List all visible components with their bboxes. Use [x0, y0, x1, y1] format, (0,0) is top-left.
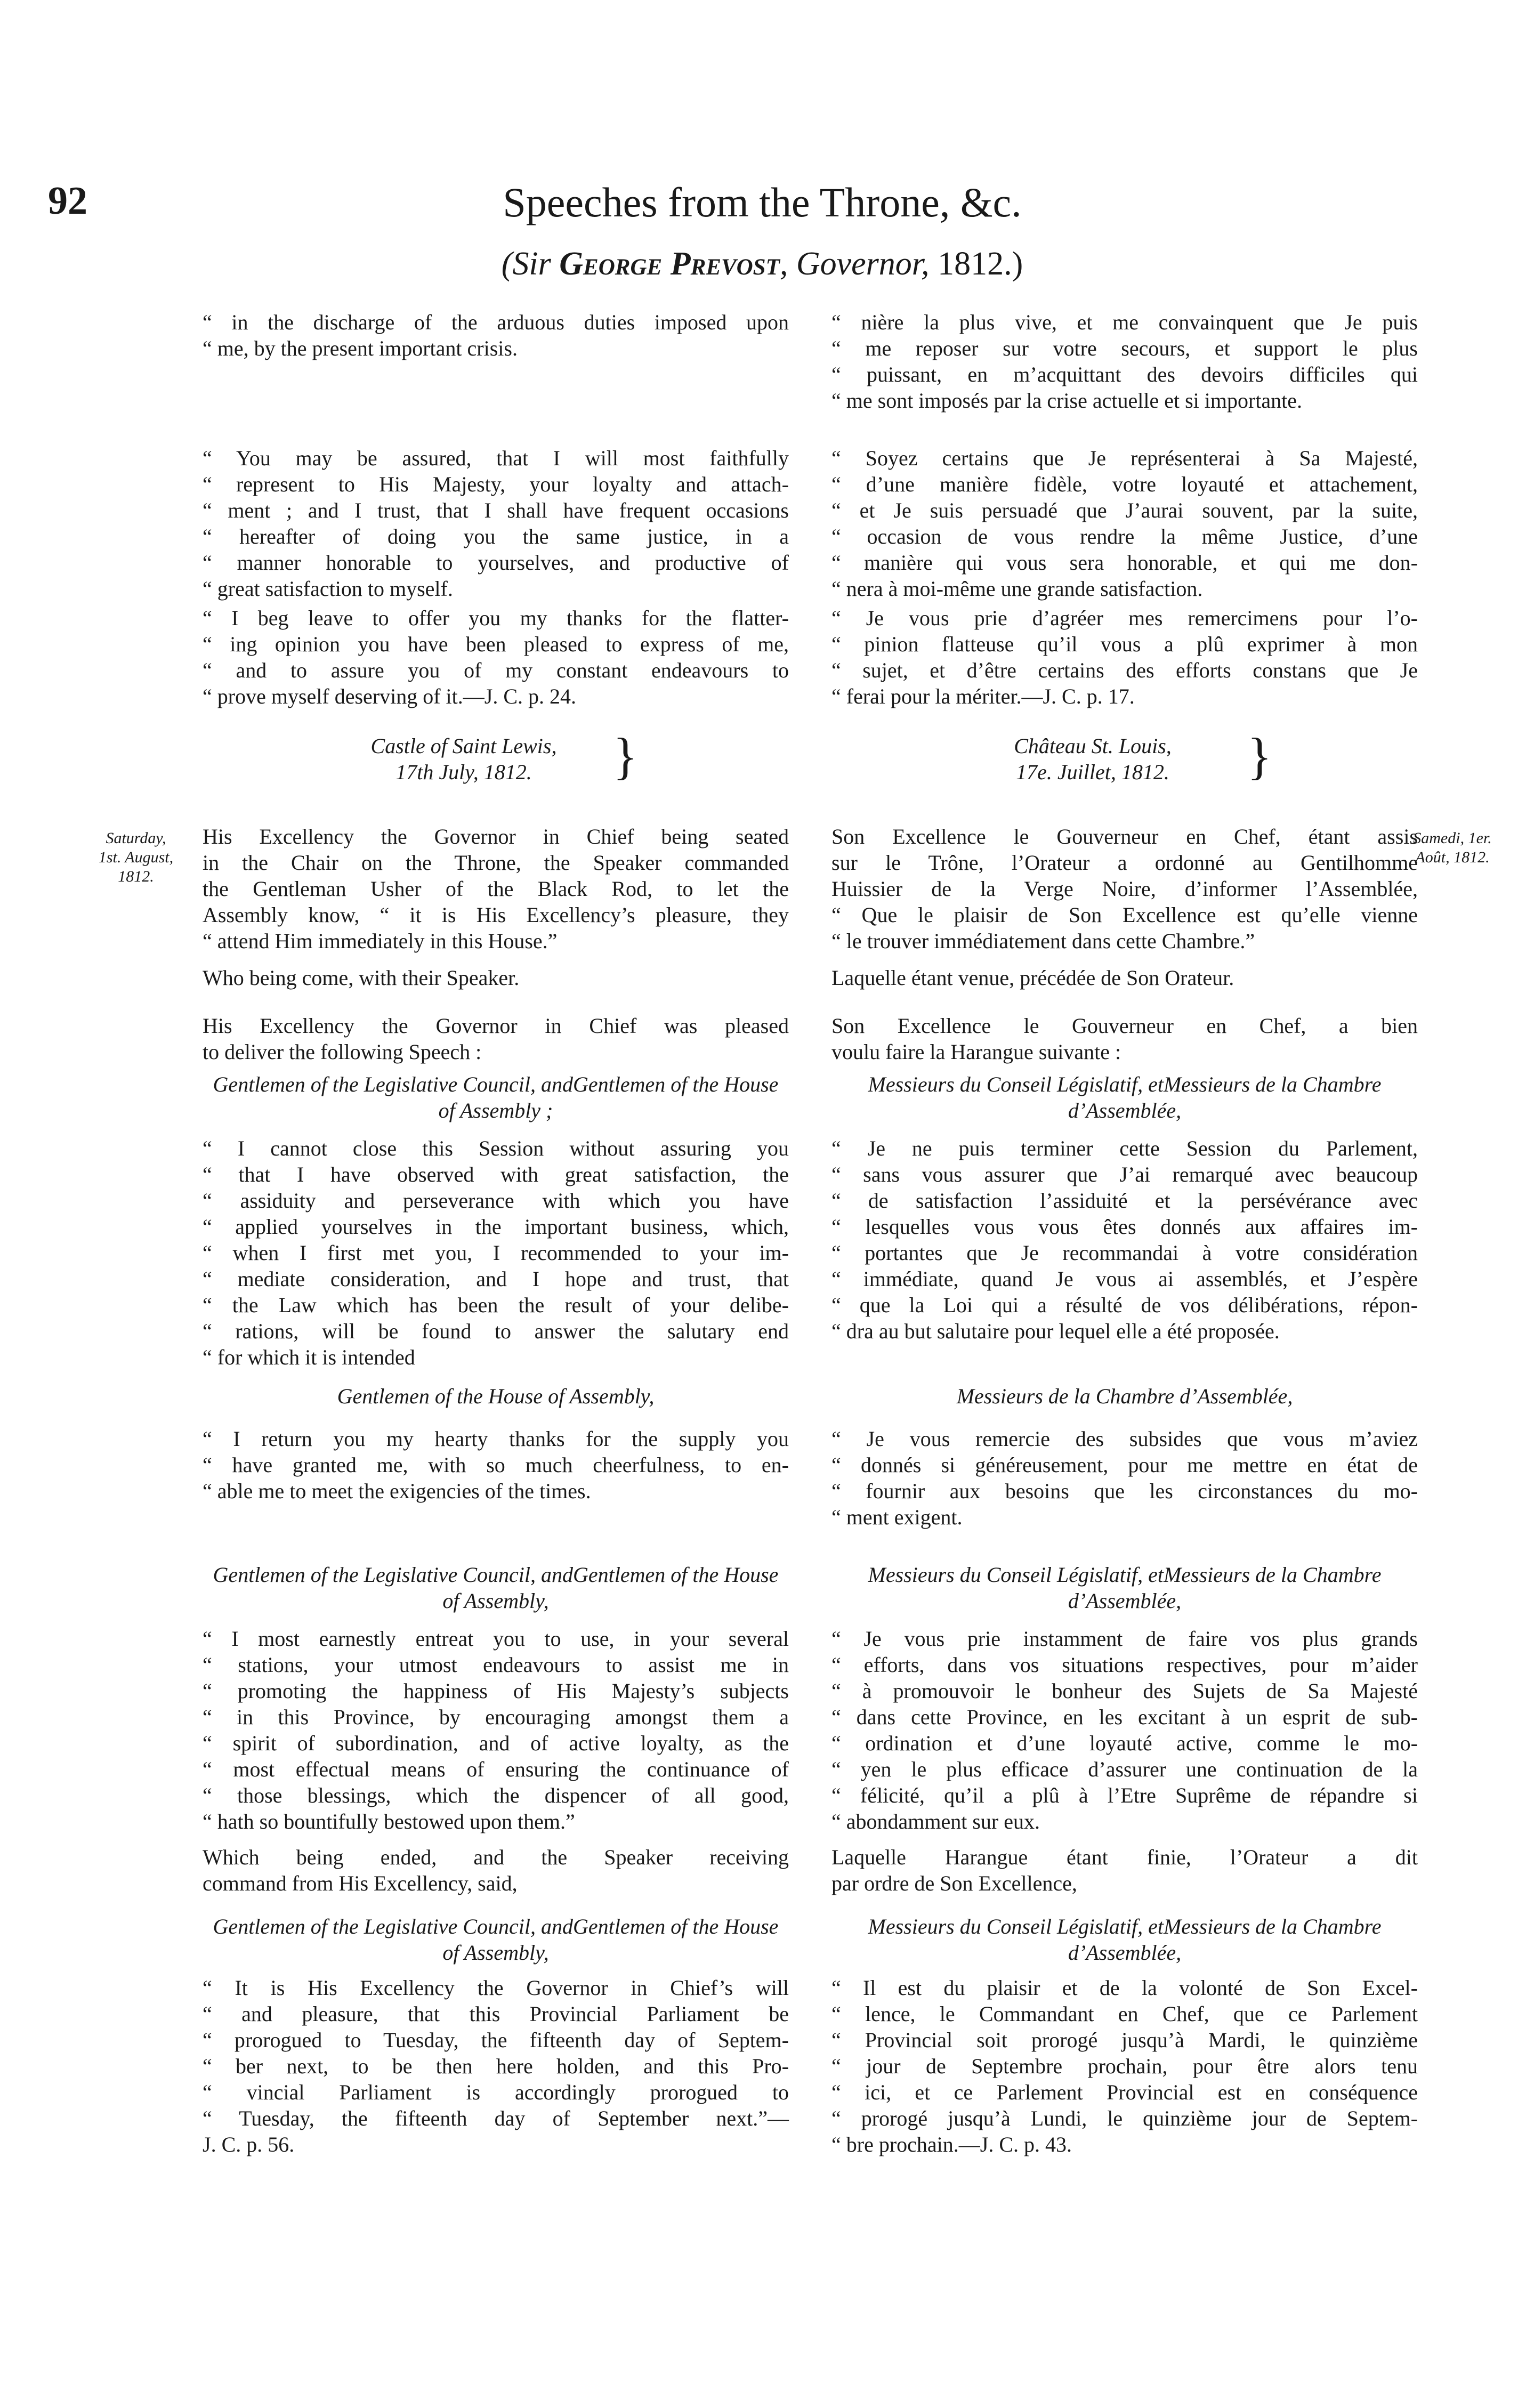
text-line: “ bre prochain.—J. C. p. 43.: [831, 2132, 1072, 2156]
margin-note-right: [1412, 829, 1492, 867]
english-p6: [203, 1013, 789, 1065]
text-line: Assembly know, “ it is His Excellency’s pleasure, they: [203, 903, 789, 927]
text-line: “ ment ; and I trust, that I shall have frequent occasions: [203, 498, 789, 522]
text-line: “ stations, your utmost endeavours to assist me in: [203, 1653, 789, 1677]
text-line: “ the Law which has been the result of your delibe-: [203, 1293, 789, 1317]
text-line: Gentlemen of the House of Assembly,: [442, 1563, 779, 1613]
text-line: sur le Trône, l’Orateur a ordonné au Gentilhomme: [831, 851, 1418, 875]
text-line: command from His Excellency, said,: [203, 1871, 518, 1895]
english-p8: [203, 1426, 789, 1504]
subtitle-prefix: (Sir: [501, 246, 560, 282]
text-line: Huissier de la Verge Noire, d’informer l’Assemblée,: [831, 877, 1418, 901]
text-line: 17e. Juillet, 1812.: [1016, 760, 1169, 784]
text-line: to deliver the following Speech :: [203, 1040, 482, 1064]
text-line: J. C. p. 56.: [203, 2132, 295, 2156]
text-line: “ and to assure you of my constant endeavours to: [203, 658, 789, 682]
page-subtitle: [48, 245, 1476, 283]
text-line: “ prorogé jusqu’à Lundi, le quinzième jour de Septem-: [831, 2106, 1418, 2130]
french-p6: [831, 1013, 1418, 1065]
text-line: “ ment exigent.: [831, 1505, 963, 1529]
text-line: “ spirit of subordination, and of active loyalty, as the: [203, 1731, 789, 1755]
english-p5: [203, 965, 789, 991]
text-line: “ have granted me, with so much cheerfulness, to en-: [203, 1453, 789, 1477]
text-line: the Gentleman Usher of the Black Rod, to let the: [203, 877, 789, 901]
brace-glyph: }: [1247, 728, 1272, 785]
text-line: “ for which it is intended: [203, 1345, 415, 1369]
text-line: “ great satisfaction to myself.: [203, 577, 453, 601]
text-line: in the Chair on the Throne, the Speaker commanded: [203, 851, 789, 875]
text-line: “ Provincial soit prorogé jusqu’à Mardi, le quinzième: [831, 2028, 1418, 2052]
text-line: His Excellency the Governor in Chief was pleased: [203, 1014, 789, 1038]
text-line: “ lence, le Commandant en Chef, que ce Parlement: [831, 2002, 1418, 2026]
margin-note-line: 1st. August,: [98, 849, 174, 866]
text-line: “ portantes que Je recommandai à votre considération: [831, 1241, 1418, 1265]
text-line: “ dans cette Province, en les excitant à un esprit de sub-: [831, 1705, 1418, 1729]
text-line: Messieurs de la Chambre d’Assemblée,: [1068, 1563, 1382, 1613]
french-p2: [831, 445, 1418, 602]
text-line: 17th July, 1812.: [395, 760, 532, 784]
text-line: Messieurs du Conseil Législatif, et: [868, 1563, 1164, 1587]
english-p11: [203, 1975, 789, 2157]
margin-note-line: Août, 1812.: [1415, 849, 1490, 866]
text-line: “ hereafter of doing you the same justice, in a: [203, 524, 789, 548]
text-line: “ assiduity and perseverance with which you have: [203, 1189, 789, 1213]
text-line: “ d’une manière fidèle, votre loyauté et attachement,: [831, 472, 1418, 496]
french-p8: [831, 1426, 1418, 1530]
text-line: “ mediate consideration, and I hope and trust, that: [203, 1267, 789, 1291]
text-line: “ que la Loi qui a résulté de vos délibérations, répon-: [831, 1293, 1418, 1317]
english-sig: [203, 728, 789, 785]
text-line: Gentlemen of the Legislative Council, and: [213, 1072, 573, 1096]
text-line: “ nera à moi-même une grande satisfaction.: [831, 577, 1203, 601]
english-p4: [203, 823, 789, 954]
text-line: “ fournir aux besoins que les circonstances du mo-: [831, 1479, 1418, 1503]
text-line: “ efforts, dans vos situations respectives, pour m’aider: [831, 1653, 1418, 1677]
text-line: “ nière la plus vive, et me convainquent que Je puis: [831, 310, 1418, 334]
text-line: “ sujet, et d’être certains des efforts constans que Je: [831, 658, 1418, 682]
text-line: “ rations, will be found to answer the salutary end: [203, 1319, 789, 1343]
text-line: “ immédiate, quand Je vous ai assemblés, et J’espère: [831, 1267, 1418, 1291]
english-p9: [203, 1626, 789, 1835]
text-line: Which being ended, and the Speaker receiving: [203, 1845, 789, 1869]
text-line: Laquelle étant venue, précédée de Son Orateur.: [831, 966, 1234, 990]
text-line: “ dra au but salutaire pour lequel elle a été proposée.: [831, 1319, 1280, 1343]
margin-note-line: Saturday,: [106, 829, 166, 847]
text-line: “ hath so bountifully bestowed upon them.”: [203, 1809, 575, 1833]
text-line: Messieurs du Conseil Législatif, et: [868, 1072, 1164, 1096]
text-line: Messieurs du Conseil Législatif, et: [868, 1914, 1164, 1938]
text-line: Who being come, with their Speaker.: [203, 966, 520, 990]
text-line: “ those blessings, which the dispencer of all good,: [203, 1783, 789, 1807]
page-number: 92: [48, 179, 87, 223]
text-line: Laquelle Harangue étant finie, l’Orateur a dit: [831, 1845, 1418, 1869]
text-line: “ occasion de vous rendre la même Justice, d’une: [831, 524, 1418, 548]
text-line: “ lesquelles vous vous êtes donnés aux affaires im-: [831, 1215, 1418, 1239]
subtitle-name: George Prevost: [559, 246, 780, 282]
text-line: “ le trouver immédiatement dans cette Chambre.”: [831, 929, 1255, 953]
text-line: “ represent to His Majesty, your loyalty and attach-: [203, 472, 789, 496]
text-line: “ Que le plaisir de Son Excellence est qu’elle vienne: [831, 903, 1418, 927]
french-h2: [831, 1383, 1418, 1409]
text-line: “ that I have observed with great satisfaction, the: [203, 1162, 789, 1186]
french-h1: [831, 1071, 1418, 1124]
french-p10: [831, 1844, 1418, 1896]
margin-note-line: Samedi, 1er.: [1413, 829, 1492, 847]
french-p11: [831, 1975, 1418, 2157]
french-h3: [831, 1562, 1418, 1614]
text-line: “ able me to meet the exigencies of the times.: [203, 1479, 591, 1503]
english-p2: [203, 445, 789, 602]
text-line: “ à promouvoir le bonheur des Sujets de Sa Majesté: [831, 1679, 1418, 1703]
text-line: “ prove myself deserving of it.—J. C. p. 24.: [203, 684, 576, 708]
french-p1: [831, 309, 1418, 414]
text-line: “ donnés si généreusement, pour me mettre en état de: [831, 1453, 1418, 1477]
text-line: “ I cannot close this Session without assuring you: [203, 1136, 789, 1160]
text-line: Son Excellence le Gouverneur en Chef, étant assis: [831, 825, 1418, 849]
text-line: “ et Je suis persuadé que J’aurai souvent, par la suite,: [831, 498, 1418, 522]
text-line: “ attend Him immediately in this House.”: [203, 929, 558, 953]
french-h4: [831, 1913, 1418, 1966]
text-line: Gentlemen of the House of Assembly,: [337, 1384, 655, 1408]
text-line: “ You may be assured, that I will most faithfully: [203, 446, 789, 470]
english-p3: [203, 605, 789, 709]
text-line: “ in the discharge of the arduous duties imposed upon: [203, 310, 789, 334]
french-p5: [831, 965, 1418, 991]
text-line: Gentlemen of the House of Assembly,: [442, 1914, 779, 1965]
text-line: “ pinion flatteuse qu’il vous a plû exprimer à mon: [831, 632, 1418, 656]
text-line: “ ordination et d’une loyauté active, comme le mo-: [831, 1731, 1418, 1755]
text-line: “ Il est du plaisir et de la volonté de Son Excel-: [831, 1976, 1418, 2000]
text-line: “ ber next, to be then here holden, and this Pro-: [203, 2054, 789, 2078]
text-line: Castle of Saint Lewis,: [370, 734, 557, 758]
english-h4: [203, 1913, 789, 1966]
text-line: “ sans vous assurer que J’ai remarqué avec beaucoup: [831, 1162, 1418, 1186]
text-line: “ manner honorable to yourselves, and productive of: [203, 551, 789, 575]
text-line: “ in this Province, by encouraging amongst them a: [203, 1705, 789, 1729]
text-line: “ most effectual means of ensuring the continuance of: [203, 1757, 789, 1781]
french-column: [831, 309, 1418, 2361]
text-line: “ It is His Excellency the Governor in Chief’s will: [203, 1976, 789, 2000]
french-p9: [831, 1626, 1418, 1835]
text-line: “ de satisfaction l’assiduité et la persévérance avec: [831, 1189, 1418, 1213]
english-p10: [203, 1844, 789, 1896]
running-title: Speeches from the Throne, &c.: [503, 179, 1022, 225]
text-line: “ ferai pour la mériter.—J. C. p. 17.: [831, 684, 1135, 708]
text-line: “ Je ne puis terminer cette Session du Parlement,: [831, 1136, 1418, 1160]
english-column: [203, 309, 789, 2361]
english-p1: [203, 309, 789, 361]
text-line: Gentlemen of the Legislative Council, and: [213, 1563, 573, 1587]
text-line: “ me sont imposés par la crise actuelle et si importante.: [831, 389, 1303, 413]
text-line: “ abondamment sur eux.: [831, 1809, 1040, 1833]
text-line: “ puissant, en m’acquittant des devoirs difficiles qui: [831, 362, 1418, 386]
text-line: Messieurs de la Chambre d’Assemblée,: [956, 1384, 1293, 1408]
english-h3: [203, 1562, 789, 1614]
page-header: [48, 179, 1476, 243]
text-line: “ félicité, qu’il a plû à l’Etre Suprême de répandre si: [831, 1783, 1418, 1807]
french-p4: [831, 823, 1418, 954]
text-line: voulu faire la Harangue suivante :: [831, 1040, 1121, 1064]
text-line: “ prorogued to Tuesday, the fifteenth day of Septem-: [203, 2028, 789, 2052]
french-p3: [831, 605, 1418, 709]
text-line: par ordre de Son Excellence,: [831, 1871, 1077, 1895]
text-line: “ Je vous prie d’agréer mes remercimens pour l’o-: [831, 606, 1418, 630]
text-line: “ promoting the happiness of His Majesty’s subjects: [203, 1679, 789, 1703]
subtitle-year: 1812.): [938, 246, 1023, 282]
text-line: “ I beg leave to offer you my thanks for the flatter-: [203, 606, 789, 630]
text-line: “ Je vous remercie des subsides que vous m’aviez: [831, 1427, 1418, 1451]
text-line: “ vincial Parliament is accordingly prorogued to: [203, 2080, 789, 2104]
french-sig: [831, 728, 1418, 785]
margin-note-left: [96, 829, 176, 886]
text-line: Gentlemen of the Legislative Council, and: [213, 1914, 573, 1938]
text-line: “ I most earnestly entreat you to use, in your several: [203, 1627, 789, 1651]
text-line: “ manière qui vous sera honorable, et qui me don-: [831, 551, 1418, 575]
text-line: “ me reposer sur votre secours, et support le plus: [831, 336, 1418, 360]
text-line: “ applied yourselves in the important business, which,: [203, 1215, 789, 1239]
text-line: “ Tuesday, the fifteenth day of September next.”—: [203, 2106, 789, 2130]
text-line: Messieurs de la Chambre d’Assemblée,: [1068, 1914, 1382, 1965]
text-line: His Excellency the Governor in Chief being seated: [203, 825, 789, 849]
text-line: “ Soyez certains que Je représenterai à Sa Majesté,: [831, 446, 1418, 470]
text-line: “ I return you my hearty thanks for the supply you: [203, 1427, 789, 1451]
text-line: Son Excellence le Gouverneur en Chef, a bien: [831, 1014, 1418, 1038]
text-line: Messieurs de la Chambre d’Assemblée,: [1068, 1072, 1382, 1122]
english-p7: [203, 1135, 789, 1370]
text-line: “ ici, et ce Parlement Provincial est en conséquence: [831, 2080, 1418, 2104]
brace-glyph: }: [613, 728, 638, 785]
text-line: “ when I first met you, I recommended to your im-: [203, 1241, 789, 1265]
subtitle-role: , Governor,: [779, 246, 938, 282]
text-line: “ Je vous prie instamment de faire vos plus grands: [831, 1627, 1418, 1651]
english-h2: [203, 1383, 789, 1409]
french-p7: [831, 1135, 1418, 1344]
text-line: “ yen le plus efficace d’assurer une continuation de la: [831, 1757, 1418, 1781]
text-line: Gentlemen of the House of Assembly ;: [438, 1072, 779, 1122]
text-line: “ me, by the present important crisis.: [203, 336, 518, 360]
text-line: Château St. Louis,: [1014, 734, 1172, 758]
text-line: “ and pleasure, that this Provincial Parliament be: [203, 2002, 789, 2026]
text-line: “ jour de Septembre prochain, pour être alors tenu: [831, 2054, 1418, 2078]
text-line: “ ing opinion you have been pleased to express of me,: [203, 632, 789, 656]
margin-note-line: 1812.: [118, 868, 154, 885]
english-h1: [203, 1071, 789, 1124]
